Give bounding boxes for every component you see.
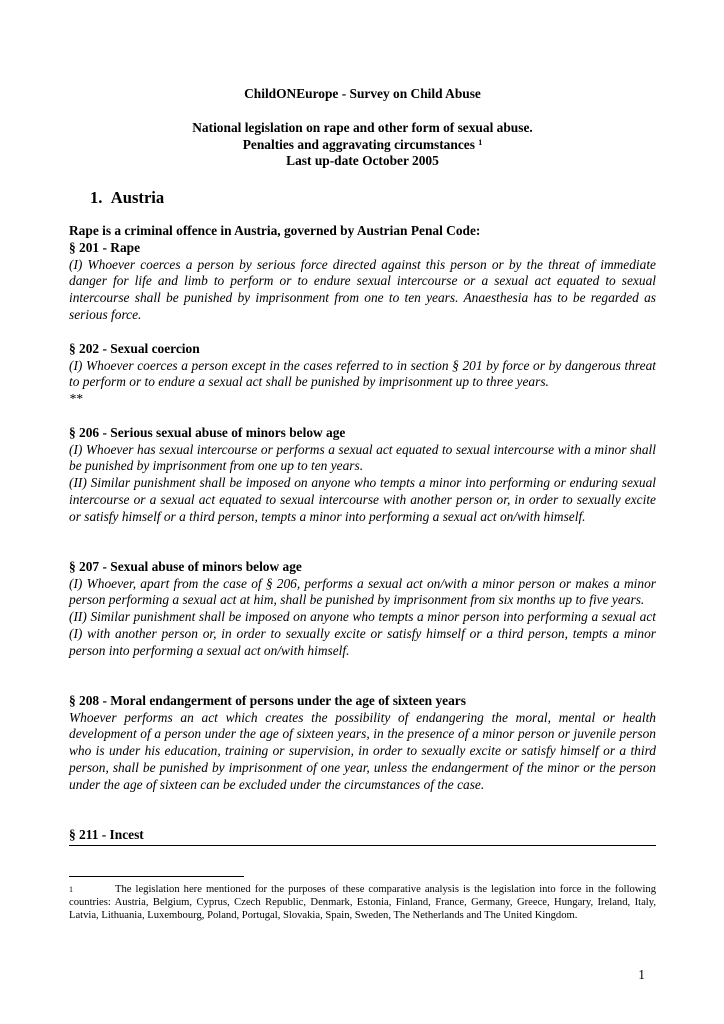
document-title: ChildONEurope - Survey on Child Abuse [244, 86, 481, 101]
article-202 [69, 341, 656, 408]
article-heading: § 202 - Sexual coercion [69, 341, 200, 356]
article-heading: § 207 - Sexual abuse of minors below age [69, 559, 302, 574]
article-paragraph: Whoever performs an act which creates the possibility of endangering the moral, mental or health development of a person under the age of sixteen years, in the presence of a minor person or juvenile person who is under his education, training or supervision, in order to sexually excite or satisfy himself or a third person, shall be punished by imprisonment of one year, unless the endangerment of the minor or the person under the age of sixteen can be excluded under the circumstances of the case. [69, 709, 656, 792]
article-heading: § 206 - Serious sexual abuse of minors below age [69, 425, 346, 440]
footnote-separator [69, 876, 244, 877]
section-divider [69, 845, 656, 846]
subtitle-line-3: Last up-date October 2005 [286, 153, 439, 169]
article-206 [69, 425, 656, 525]
article-paragraph: (I) Whoever has sexual intercourse or performs a sexual act equated to sexual intercourse with a minor shall be punished by imprisonment from one up to ten years. [69, 441, 656, 474]
article-paragraph: (I) Whoever coerces a person by serious force directed against this person or by the threat of immediate danger for life and limb to perform or to endure sexual intercourse or a sexual act equated to sexual intercourse shall be punished by imprisonment from one to ten years. Anaesthesia has to be regarded as serious force. [69, 256, 656, 322]
section-title: Austria [110, 188, 165, 207]
footnote-text: The legislation here mentioned for the purposes of these comparative analysis is the legislation into force in the following countries: Austria, Belgium, Cyprus, Czech Republic, Denmark, Estonia, Finland, France, Germany, Greece, Hungary, Ireland, Italy, Latvia, Lithuania, Luxembourg, Poland, Portugal, Slovakia, Spain, Sweden, The Netherlands and The United Kingdom. [69, 884, 656, 921]
article-211-heading: § 211 - Incest [69, 827, 144, 842]
section-number: 1. [90, 188, 103, 207]
article-paragraph: (II) Similar punishment shall be imposed on anyone who tempts a minor person into performing a sexual act (I) with another person or, in order to sexually excite or satisfy himself or a third person, tempts a minor person into performing a sexual act on/with himself. [69, 609, 656, 658]
footnote [69, 883, 656, 922]
document-subtitle [69, 120, 656, 170]
page-number: 1 [638, 967, 645, 982]
article-207 [69, 559, 656, 659]
article-paragraph: (I) Whoever, apart from the case of § 206, performs a sexual act on/with a minor person or makes a minor person performing a sexual act at him, shall be punished by imprisonment from six months up to five years. [69, 575, 656, 608]
subtitle-line-1: National legislation on rape and other form of sexual abuse. [192, 120, 533, 135]
article-paragraph: ** [69, 391, 83, 407]
subtitle-line-2: Penalties and aggravating circumstances $^1$ [242, 136, 483, 152]
footnote-reference[interactable]: 1 [478, 137, 483, 147]
intro-text: Rape is a criminal offence in Austria, governed by Austrian Penal Code: [69, 223, 481, 238]
article-201 [69, 240, 656, 324]
article-208 [69, 693, 656, 793]
article-paragraph: (I) Whoever coerces a person except in the cases referred to in section § 201 by force or by dangerous threat to perform or to endure a sexual act shall be punished by imprisonment up to three years. [69, 357, 656, 390]
article-heading: § 208 - Moral endangerment of persons under the age of sixteen years [69, 693, 466, 708]
article-heading: § 201 - Rape [69, 240, 141, 255]
footnote-marker: 1 [69, 885, 73, 894]
section-heading [90, 188, 677, 208]
article-paragraph: (II) Similar punishment shall be imposed on anyone who tempts a minor into performing or enduring sexual intercourse or a sexual act equated to sexual intercourse with another person or, in order to sexually excite or satisfy himself or a third person, tempts a minor into performing a sexual act on/with himself. [69, 475, 656, 524]
